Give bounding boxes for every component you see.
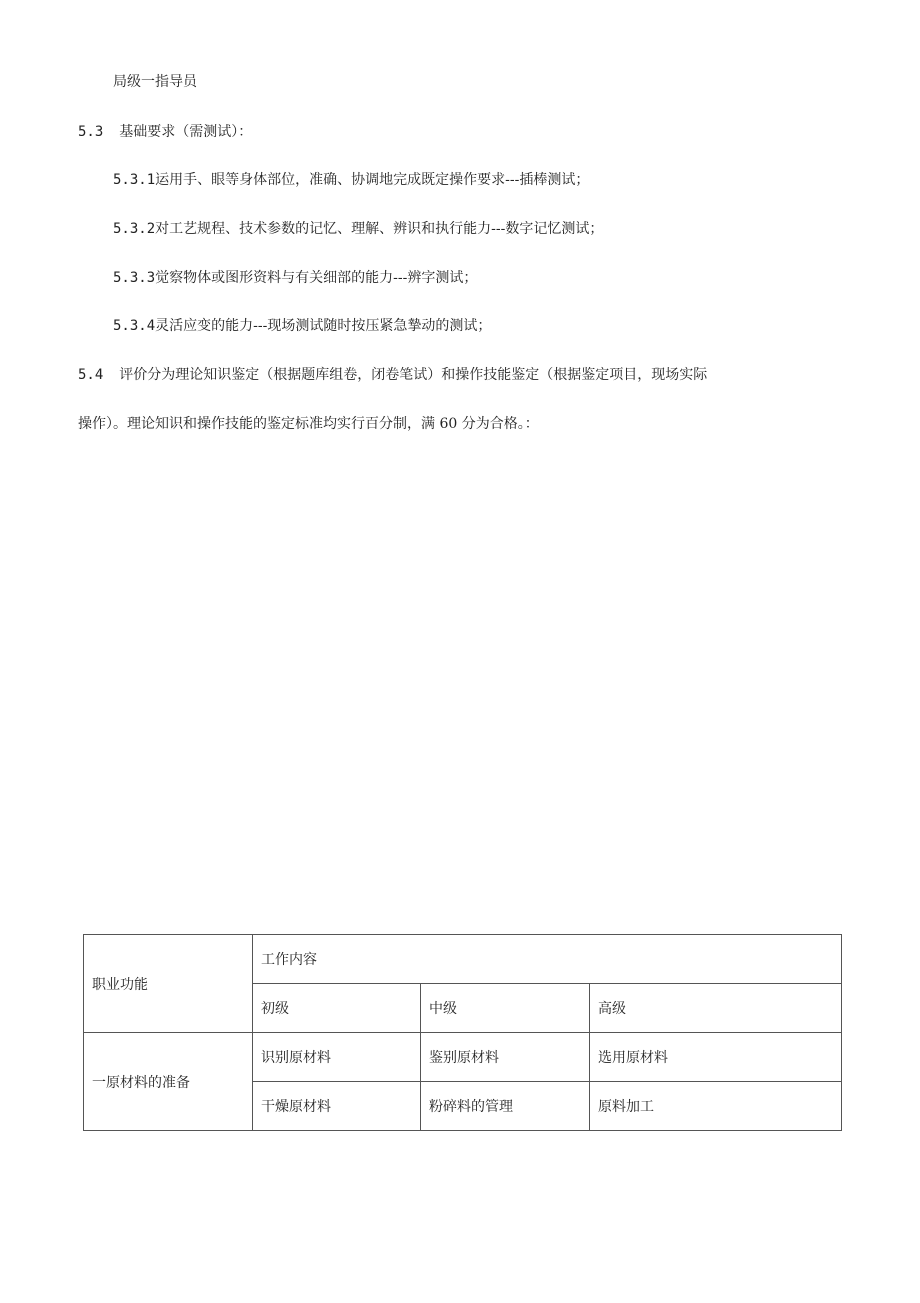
section-5-4 [78, 365, 707, 385]
header-work-content: 工作内容 [253, 935, 842, 984]
section-number: 5.3 [78, 124, 104, 140]
section-text: 觉察物体或图形资料与有关细部的能力---辨字测试； [155, 270, 478, 286]
header-level-intermediate: 中级 [421, 984, 590, 1033]
text-line-guide: 局级一指导员 [113, 74, 197, 90]
table-header-row [84, 935, 842, 984]
section-5-3-3 [113, 268, 477, 288]
table-cell: 鉴别原材料 [421, 1033, 590, 1082]
header-level-junior: 初级 [253, 984, 421, 1033]
section-5-3-4 [113, 316, 491, 336]
header-occupation-function: 职业功能 [84, 935, 253, 1033]
section-5-3 [78, 122, 252, 142]
section-text: 对工艺规程、技术参数的记忆、理解、辨识和执行能力---数字记忆测试； [155, 221, 604, 237]
section-5-3-1 [113, 170, 589, 190]
section-text: 灵活应变的能力---现场测试随时按压紧急摯动的测试； [155, 318, 492, 334]
table-cell: 干燥原材料 [253, 1082, 421, 1131]
section-number: 5.3.1 [113, 172, 156, 188]
table-cell: 识别原材料 [253, 1033, 421, 1082]
section-text: 运用手、眼等身体部位，准确、协调地完成既定操作要求---插棒测试； [155, 172, 590, 188]
table-cell: 原料加工 [590, 1082, 842, 1131]
section-text: 基础要求（需测试）： [119, 124, 253, 140]
section-5-4-continued: 操作）。理论知识和操作技能的鉴定标准均实行百分制，满 60 分为合格。： [78, 416, 539, 432]
table-cell: 粉碎料的管理 [421, 1082, 590, 1131]
function-cell: 一原材料的准备 [84, 1033, 253, 1131]
header-level-senior: 高级 [590, 984, 842, 1033]
section-number: 5.4 [78, 367, 104, 383]
section-number: 5.3.4 [113, 318, 156, 334]
section-number: 5.3.2 [113, 221, 156, 237]
section-text: 评价分为理论知识鉴定（根据题库组卷，闭卷笔试）和操作技能鉴定（根据鉴定项目，现场实际 [119, 367, 708, 383]
table-cell: 选用原材料 [590, 1033, 842, 1082]
occupation-function-table [83, 934, 842, 1131]
section-number: 5.3.3 [113, 270, 156, 286]
table-row [84, 1033, 842, 1082]
section-5-3-2 [113, 219, 603, 239]
